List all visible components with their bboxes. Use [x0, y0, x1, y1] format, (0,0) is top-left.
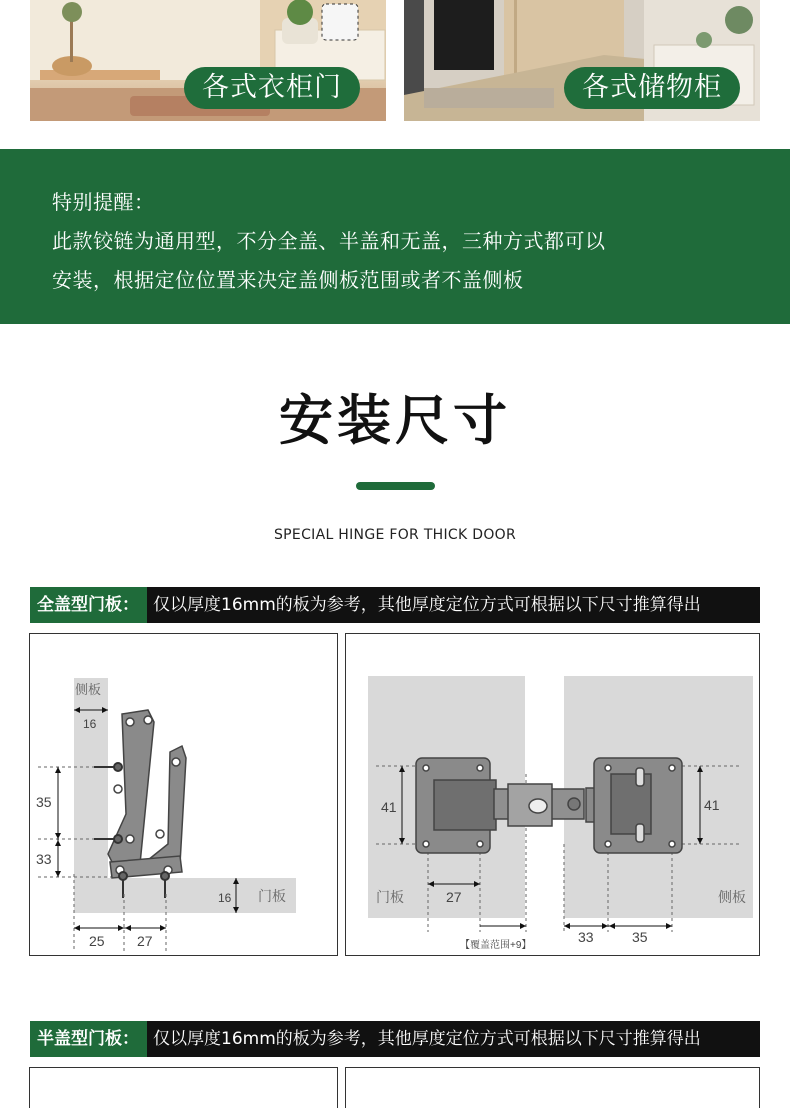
dim-33: 33	[36, 851, 52, 867]
wardrobe-door-badge: 各式衣柜门	[184, 67, 360, 109]
special-notice-panel	[0, 149, 790, 324]
section-title: 安装尺寸	[279, 389, 511, 452]
side-panel-label: 侧板	[75, 682, 102, 697]
side-view-diagram	[30, 634, 337, 955]
half-cover-side-diagram-frame	[29, 1067, 338, 1108]
side-panel-label: 侧板	[718, 889, 746, 905]
full-cover-label-bar	[30, 587, 760, 623]
dim-33: 33	[578, 929, 594, 945]
section-title-underline	[356, 482, 435, 490]
half-cover-tag: 半盖型门板：	[30, 1021, 147, 1057]
notice-line-1: 此款铰链为通用型，不分全盖、半盖和无盖，三种方式都可以	[52, 229, 606, 253]
section-subtitle: SPECIAL HINGE FOR THICK DOOR	[274, 527, 516, 543]
half-cover-label-bar	[30, 1021, 760, 1057]
door-panel-label: 门板	[258, 888, 286, 904]
dim-25: 25	[89, 933, 105, 949]
side-view-diagram-frame	[29, 633, 338, 956]
top-view-diagram	[346, 634, 759, 955]
notice-heading: 特别提醒：	[52, 190, 155, 214]
full-cover-tag: 全盖型门板：	[30, 587, 147, 623]
wardrobe-door-photo	[30, 0, 386, 121]
hinge-top-illustration	[416, 758, 682, 853]
full-cover-description: 仅以厚度16mm的板为参考，其他厚度定位方式可根据以下尺寸推算得出	[153, 595, 701, 615]
dim-side-thickness: 16	[83, 717, 97, 731]
cover-range-note: 【覆盖范围+9】	[460, 940, 532, 951]
dim-35: 35	[36, 794, 52, 810]
half-cover-top-diagram-frame	[345, 1067, 760, 1108]
dim-35: 35	[632, 929, 648, 945]
hinge-side-illustration	[108, 710, 186, 878]
dim-41-left: 41	[381, 799, 397, 815]
dim-27: 27	[137, 933, 153, 949]
top-view-diagram-frame	[345, 633, 760, 956]
dim-41-right: 41	[704, 797, 720, 813]
dim-27: 27	[446, 889, 462, 905]
door-panel-label: 门板	[376, 889, 404, 905]
storage-cabinet-badge: 各式储物柜	[564, 67, 740, 109]
half-cover-description: 仅以厚度16mm的板为参考，其他厚度定位方式可根据以下尺寸推算得出	[153, 1029, 701, 1049]
storage-cabinet-photo	[404, 0, 760, 121]
dim-door-thickness: 16	[218, 891, 232, 905]
notice-line-2: 安装，根据定位位置来决定盖侧板范围或者不盖侧板	[52, 268, 524, 292]
